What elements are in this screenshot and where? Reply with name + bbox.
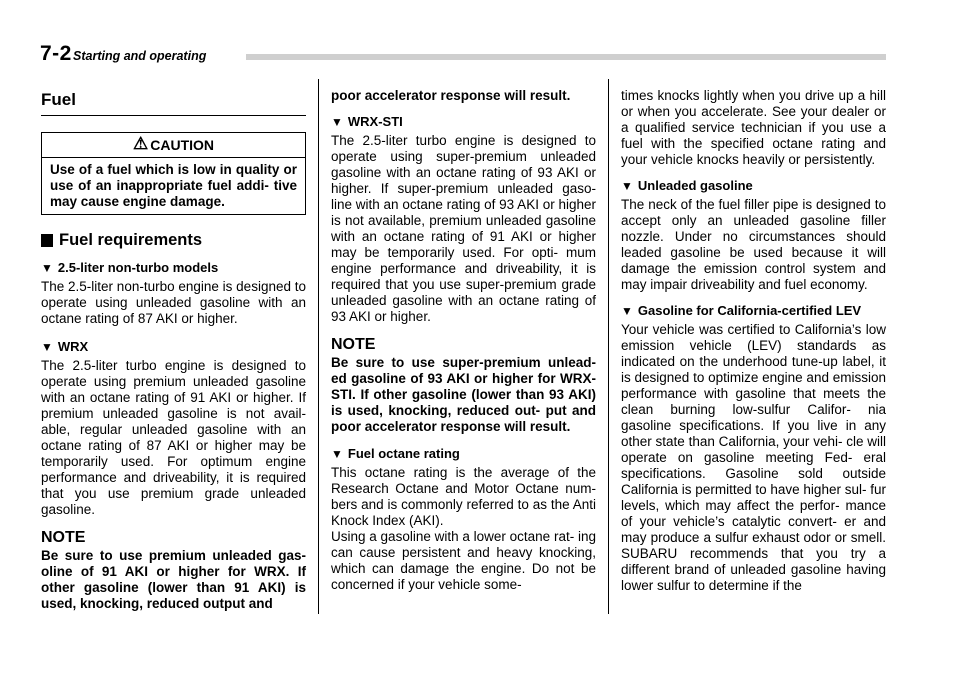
caution-body	[42, 158, 305, 214]
subheading-text: WRX	[57, 339, 89, 354]
column-1	[41, 88, 306, 612]
triangle-down-icon: ▼	[41, 261, 53, 275]
header-bar	[246, 54, 886, 60]
subheading	[331, 114, 596, 130]
caution-header	[42, 133, 305, 158]
subheading-text: Unleaded gasoline	[637, 178, 753, 193]
note-heading: NOTE	[331, 336, 376, 353]
section-title: Starting and operating	[73, 49, 207, 63]
triangle-down-icon: ▼	[621, 304, 633, 318]
caution-label: CAUTION	[150, 137, 215, 153]
paragraph: The 2.5-liter turbo engine is designed to operate using super-premium unleaded gasoline with an octane rating of 93 AKI or higher. If super-premium unleaded gaso- line with an octane rating of 93 AKI or higher is not available, premium unleaded gasoline with an octane rating of 91 AKI or higher may be temporarily used. For opti- mum engine performance and driveability, it is required that you use super-premium grade unleaded gasoline with an octane rating of 93 AKI or higher.	[331, 133, 596, 324]
caution-box	[41, 132, 306, 215]
subheading-text: Gasoline for California-certified LEV	[637, 303, 862, 318]
subheading	[41, 260, 306, 276]
column-divider	[318, 79, 319, 614]
paragraph-continued: times knocks lightly when you drive up a hill or when you accelerate. See your dealer or a qualified service technician if you use a fuel with the specified octane rating and your vehicle knocks heavily or persistently.	[621, 88, 886, 167]
subheading-text: Fuel octane rating	[347, 446, 460, 461]
page-number: 7-2	[40, 42, 72, 65]
paragraph: This octane rating is the average of the Research Octane and Motor Octane num- bers and is commonly referred to as the Anti Knock Index (AKI).	[331, 465, 596, 528]
column-2	[331, 88, 596, 593]
paragraph: The 2.5-liter non-turbo engine is designed to operate using unleaded gasoline with an octane rating of 87 AKI or higher.	[41, 279, 306, 326]
paragraph: The neck of the fuel filler pipe is designed to accept only an unleaded gasoline filler nozzle. Under no circumstances should leaded gasoline be used because it will damage the emission control system and may impair driveability and fuel economy.	[621, 197, 886, 292]
subheading	[621, 303, 886, 319]
note-heading: NOTE	[41, 529, 86, 546]
subheading	[331, 446, 596, 462]
triangle-down-icon: ▼	[331, 115, 343, 129]
paragraph: Using a gasoline with a lower octane rat- ing can cause persistent and heavy knocking, which can damage the engine. Do not be concerned if your vehicle some-	[331, 529, 596, 592]
triangle-down-icon: ▼	[621, 179, 633, 193]
subheading-text: WRX-STI	[347, 114, 403, 129]
page-header	[40, 40, 886, 64]
note-text: Be sure to use premium unleaded gas- oline of 91 AKI or higher for WRX. If other gasoline (lower than 91 AKI) is used, knocking, reduced output and	[41, 548, 306, 611]
note-text-continued: poor accelerator response will result.	[331, 88, 571, 103]
chapter-heading: Fuel	[41, 90, 306, 116]
warning-icon: ⚠	[132, 134, 149, 153]
triangle-down-icon: ▼	[331, 447, 343, 461]
note-text: Be sure to use super-premium unlead- ed gasoline of 93 AKI or higher for WRX-STI. If other gasoline (lower than 93 AKI) is used, knocking, reduced out- put and poor accelerator response will result.	[331, 355, 596, 434]
subheading	[41, 339, 306, 355]
triangle-down-icon: ▼	[41, 340, 53, 354]
paragraph: The 2.5-liter turbo engine is designed to operate using premium unleaded gasoline with an octane rating of 91 AKI or higher. If premium unleaded gasoline is not avail- able, regular unleaded gasoline with an octane rating of 87 AKI or higher may be temporarily used. For optimum engine performance and driveability, it is required that you use premium grade unleaded gasoline.	[41, 358, 306, 517]
subheading	[621, 178, 886, 194]
square-bullet-icon	[41, 234, 53, 247]
paragraph: Your vehicle was certified to California’s low emission vehicle (LEV) standards as indicated on the underhood tune-up label, it is designed to optimize engine and emission performance with gasoline that meets the clean burning low-sulfur Califor- nia gasoline specifications. If you live in any other state than California, your vehi- cle will operate on gasoline meeting Fed- eral specifications. Gasoline sold outside California is permitted to have higher sul- fur levels, which may affect the perfor- mance of your vehicle’s catalytic convert- er and may produce a sulfur exhaust odor or smell. SUBARU recommends that you try a different brand of unleaded gasoline having lower sulfur to determine if the	[621, 322, 886, 593]
column-3	[621, 88, 886, 594]
caution-text: Use of a fuel which is low in quality or use of an inappropriate fuel addi- tive may cause engine damage.	[50, 162, 297, 209]
column-divider	[608, 79, 609, 614]
section-heading	[41, 232, 306, 248]
section-heading-text: Fuel requirements	[59, 231, 203, 249]
subheading-text: 2.5-liter non-turbo models	[57, 260, 219, 275]
